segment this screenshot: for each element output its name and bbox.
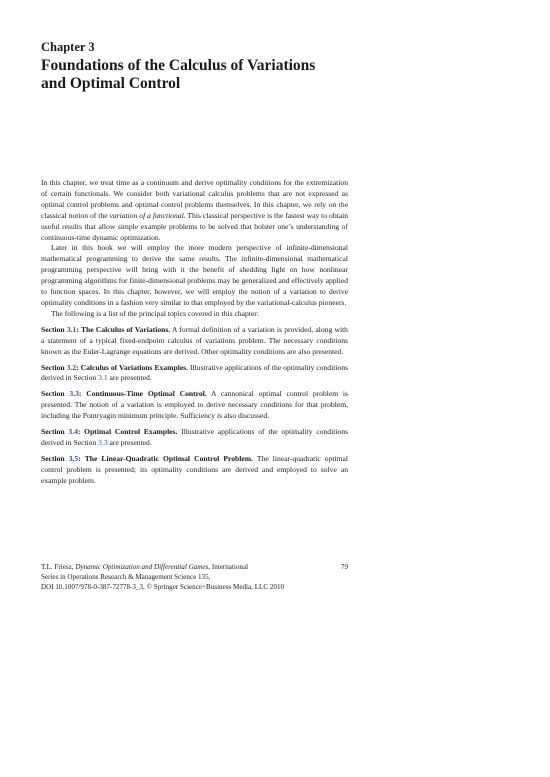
- intro-paragraph-1: In this chapter, we treat time as a continuum and derive optimality conditions for the extremization of certain functionals. We consider both variational calculus problems that are not expressed as optimal control problems and optimal control problems themselves. In this chapter, we rely on the classical notion of the variation of a functional. This classical perspective is the fastest way to obtain useful results that allow simple example problems to be solved that bolster one’s understanding of continuous-time dynamic optimization.: [41, 178, 349, 242]
- chapter-label: Chapter 3: [41, 40, 95, 54]
- chapter-title-line-2: and Optimal Control: [41, 75, 181, 92]
- section-link-3-1[interactable]: 3.1: [66, 324, 77, 334]
- section-summary-3-3: Section 3.3: Continuous-Time Optimal Control. A cannonical optimal control problem is presented. The notion of a variation is employed to derive necessary conditions for that problem, including the Pontryagin minimum principle. Sufficiency is also discussed.: [41, 389, 348, 421]
- chapter-title: [41, 57, 361, 93]
- section-link-3-3[interactable]: 3.3: [69, 389, 79, 399]
- section-link-3-4[interactable]: 3.4: [68, 427, 78, 437]
- section-summary-3-5: Section 3.5: The Linear-Quadratic Optimal Control Problem. The linear-quadratic optimal control problem is presented; its optimality conditions are derived and employed to solve an example problem.: [41, 453, 348, 485]
- cross-ref-3-1[interactable]: 3.1: [98, 373, 108, 383]
- chapter-body: [41, 178, 348, 487]
- citation-doi[interactable]: DOI 10.1007/978-0-387-72778-3_3, © Springer Science+Business Media, LLC 2010: [41, 583, 285, 591]
- section-summary-3-1: Section 3.1: The Calculus of Variations. A formal definition of a variation is provided, along with a statement of a typical fixed-endpoint calculus of variations problem. The necessary conditions known as the Euler-Lagrange equations are derived. Other optimality conditions are also presented.: [41, 324, 348, 356]
- page-footer: [41, 562, 348, 592]
- cross-ref-3-3[interactable]: 3.3: [98, 437, 108, 447]
- section-link-3-2[interactable]: 3.2: [66, 362, 77, 372]
- section-link-3-5[interactable]: 3.5: [68, 453, 79, 463]
- page-number: 79: [340, 563, 348, 571]
- section-summary-3-2: Section 3.2: Calculus of Variations Examples. Illustrative applications of the optimality conditions derived in Section 3.1 are presented.: [41, 362, 348, 383]
- chapter-heading: [41, 40, 361, 93]
- chapter-title-line-1: Foundations of the Calculus of Variations: [41, 57, 316, 74]
- intro-paragraph-2: Later in this book we will employ the more modern perspective of infinite-dimensional mathematical programming to derive the same results. The infinite-dimensional mathematical programming perspective will bring with it the benefit of shedding light on how nonlinear programming algorithms for finite-dimensional problems may be generalized and effectively applied to function spaces. In this chapter, however, we will employ the notion of a variation to derive optimality conditions in a fashion very similar to that employed by the variational-calculus pioneers.: [41, 243, 348, 307]
- citation-line-1: T.L. Friesz, Dynamic Optimization and Differential Games, International: [41, 563, 249, 571]
- section-summary-3-4: Section 3.4: Optimal Control Examples. Illustrative applications of the optimality conditions derived in Section 3.3 are presented.: [41, 427, 348, 447]
- citation-line-2: Series in Operations Research & Management Science 135,: [41, 573, 211, 581]
- intro-paragraph-3: The following is a list of the principal topics covered in this chapter:: [51, 308, 259, 318]
